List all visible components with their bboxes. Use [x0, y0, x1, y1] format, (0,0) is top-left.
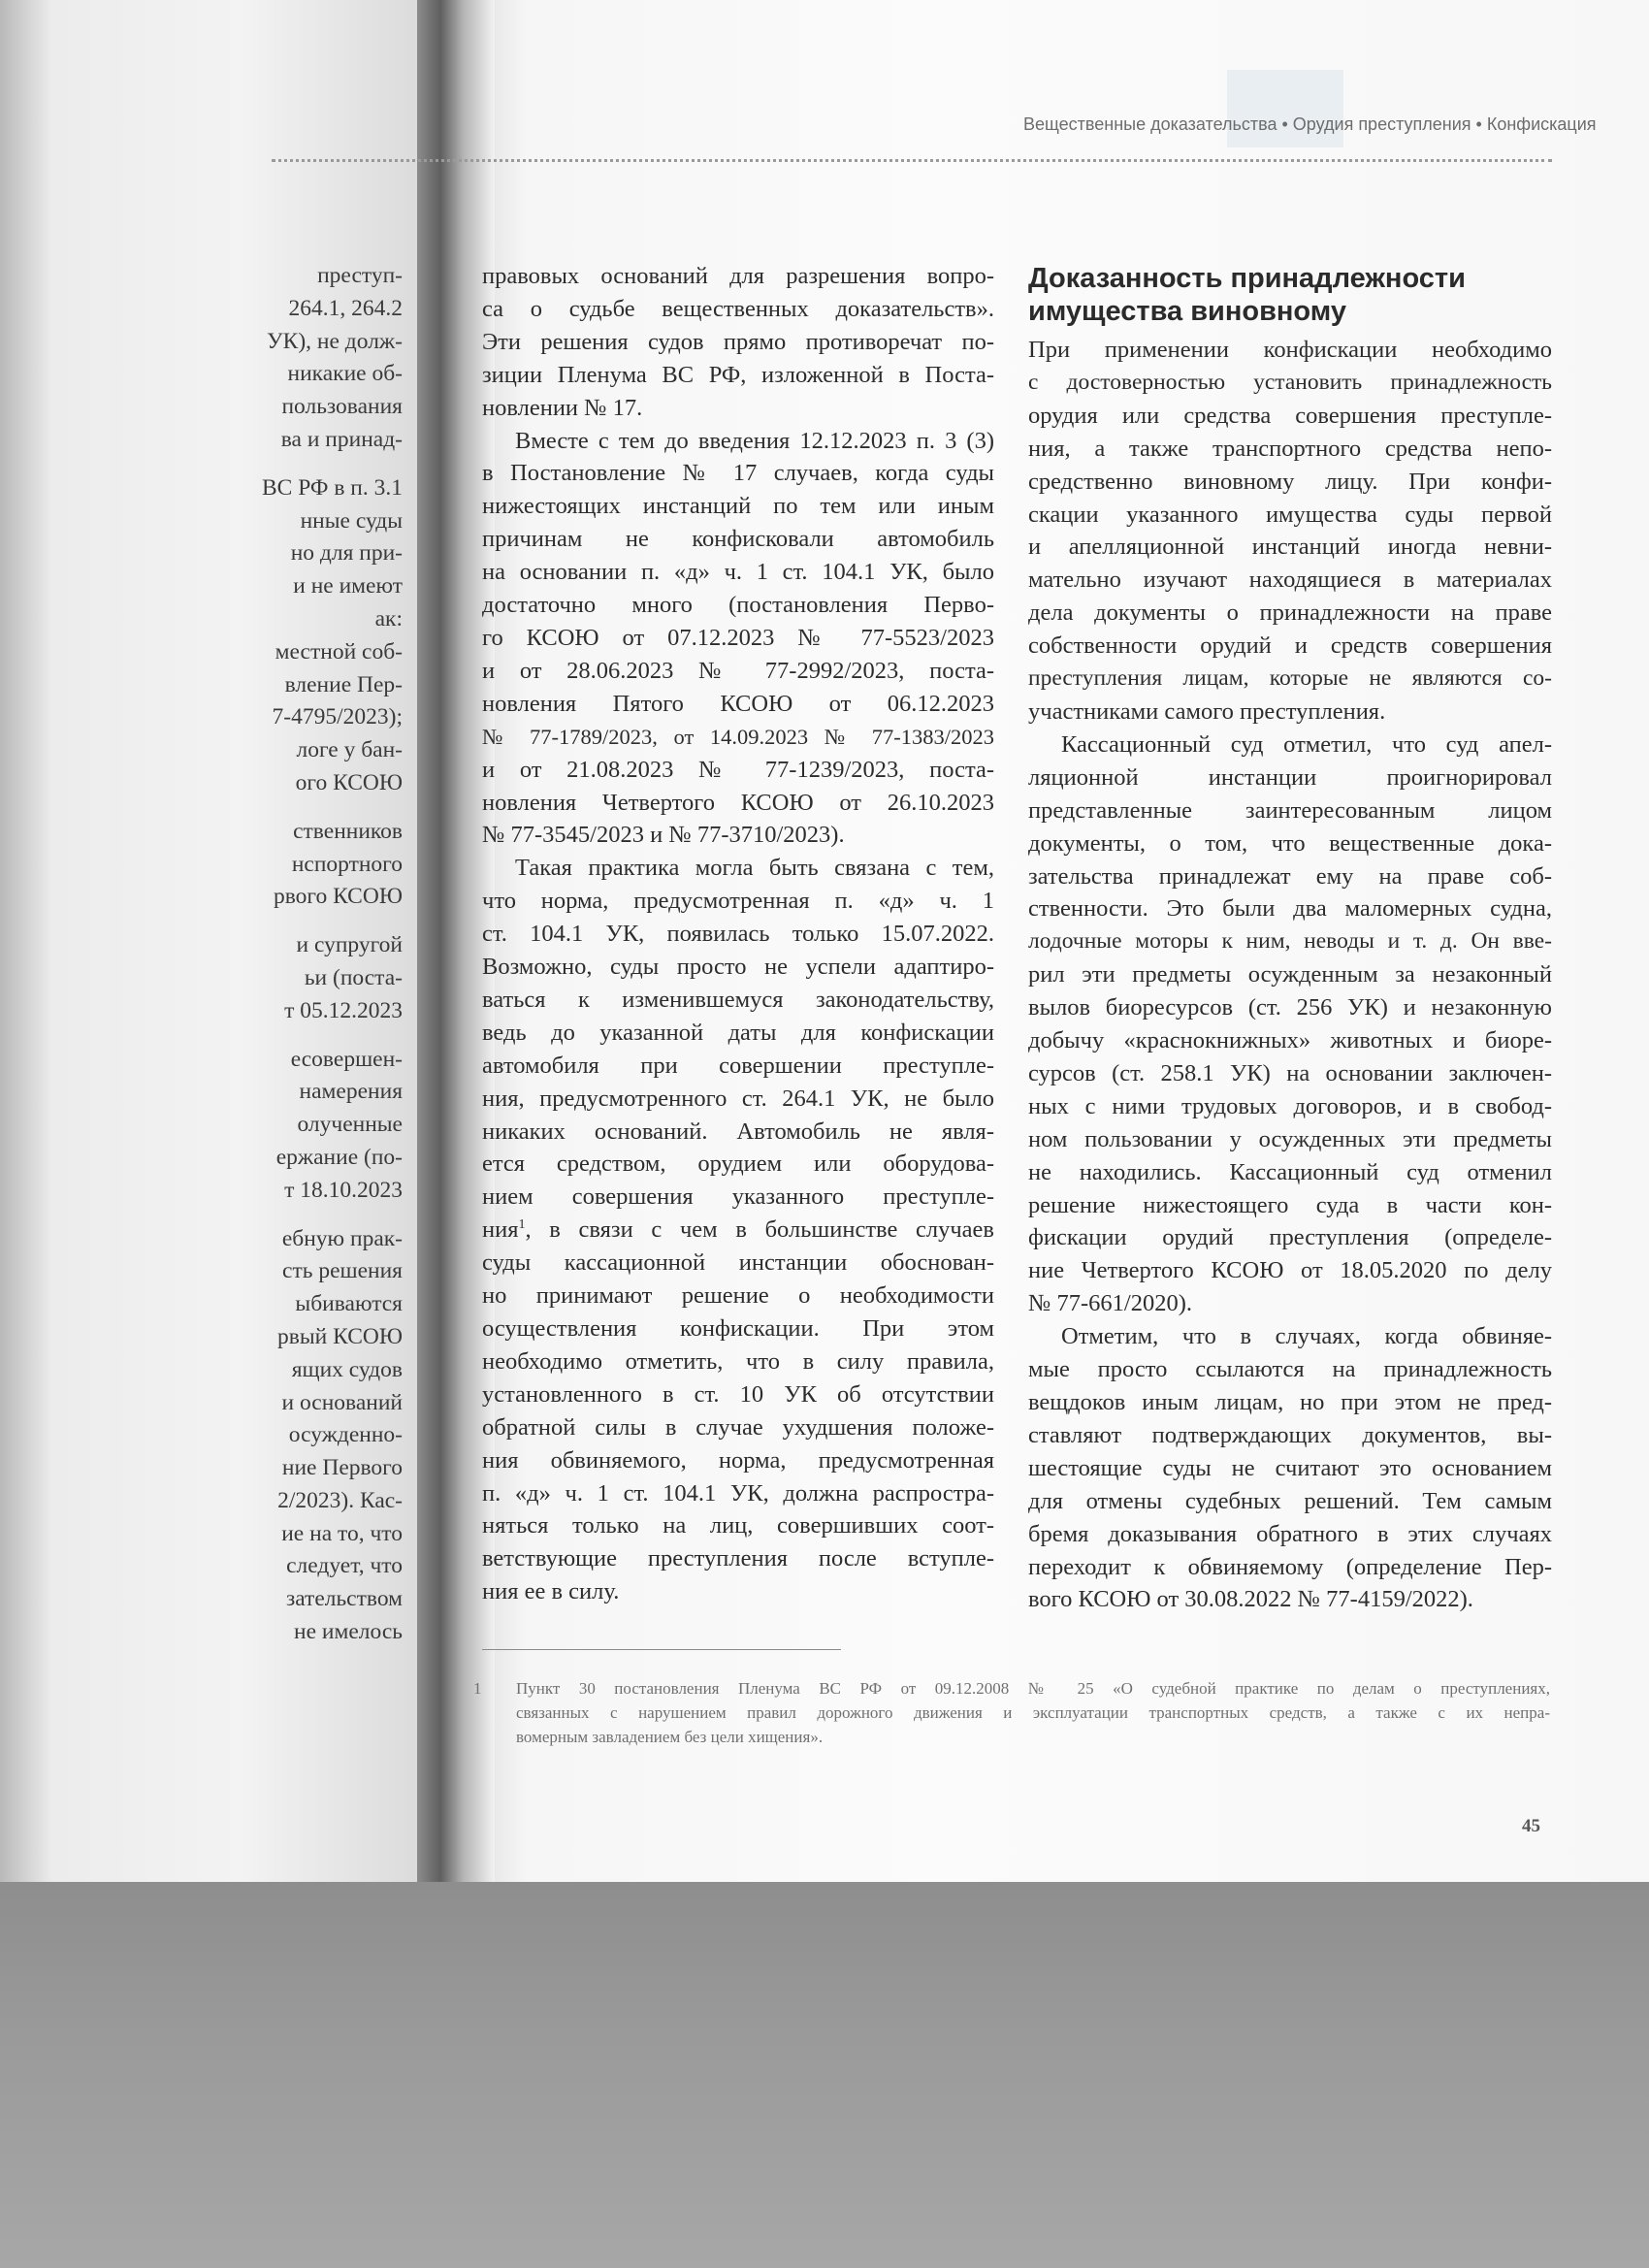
header-accent-block: [1227, 70, 1343, 147]
text-line: вление Пер-: [284, 671, 403, 697]
text-line: ящих судов: [291, 1356, 403, 1382]
text-line: фискации орудий преступления (определе-: [1028, 1224, 1552, 1251]
text-line: Такая практика могла быть связана с тем,: [515, 855, 994, 882]
middle-column: [482, 260, 994, 1608]
text-line: Эти решения судов прямо противоречат по-: [482, 328, 994, 355]
footnote-line: связанных с нарушением правил дорожного движения и эксплуатации транспортных средств, а также с их непра-: [516, 1703, 1550, 1722]
text-line: пользования: [281, 394, 403, 420]
text-line: т 18.10.2023: [284, 1177, 403, 1203]
text-line: ния обвиняемого, норма, предусмотренная: [482, 1446, 994, 1474]
text-line: новления Четвертого КСОЮ от 26.10.2023: [482, 789, 994, 816]
text-line: ВС РФ в п. 3.1: [261, 474, 403, 501]
text-line: ственности. Это были два маломерных судна,: [1028, 895, 1552, 923]
text-line: лодочные моторы к ним, неводы и т. д. Он вве-: [1028, 928, 1552, 955]
text-line: нспортного: [291, 851, 403, 877]
text-line: вылов биоресурсов (ст. 256 УК) и незаконную: [1028, 994, 1552, 1021]
page-number: 45: [1522, 1816, 1540, 1836]
text-line: преступ-: [317, 263, 403, 288]
text-line: но принимают решение о необходимости: [482, 1282, 994, 1310]
text-line: сурсов (ст. 258.1 УК) на основании заключен-: [1028, 1059, 1552, 1086]
text-line: ние Первого: [281, 1455, 403, 1481]
text-line: документы, о том, что вещественные дока-: [1028, 829, 1552, 857]
text-line: следует, что: [286, 1553, 403, 1579]
text-line: бремя доказывания обратного в этих случаях: [1028, 1520, 1552, 1547]
text-line: рвого КСОЮ: [273, 884, 403, 910]
text-line: УК), не долж-: [267, 328, 403, 354]
text-line: нием совершения указанного преступле-: [482, 1183, 994, 1211]
text-line: переходит к обвиняемому (определение Пер-: [1028, 1553, 1552, 1580]
text-line: ветствующие преступления после вступле-: [482, 1545, 994, 1572]
footnote-line: вомерным завладением без цели хищения».: [516, 1728, 824, 1746]
text-line: автомобиля при совершении преступле-: [482, 1052, 994, 1079]
text-line: и от 21.08.2023 № 77-1239/2023, поста-: [482, 756, 994, 783]
text-line: достаточно много (постановления Перво-: [482, 592, 994, 619]
text-line: но для при-: [290, 540, 403, 567]
text-line: скации указанного имущества суды первой: [1028, 501, 1552, 528]
text-line: ния, а также транспортного средства непо-: [1028, 435, 1552, 462]
scan-background: [0, 1882, 1649, 2268]
text-line: не имелось: [294, 1619, 403, 1645]
text-line: ак:: [374, 605, 403, 632]
text-line: ляционной инстанции проигнорировал: [1028, 763, 1552, 791]
text-line: го КСОЮ от 07.12.2023 № 77-5523/2023: [482, 624, 994, 651]
text-line: т 05.12.2023: [284, 997, 403, 1023]
text-line: № 77-3545/2023 и № 77-3710/2023).: [482, 822, 845, 849]
text-line: рвый КСОЮ: [277, 1323, 403, 1349]
text-line: собственности орудий и средств совершения: [1028, 632, 1552, 660]
text-line: осужденно-: [288, 1422, 403, 1448]
text-line: средственно виновному лицу. При конфи-: [1028, 468, 1552, 495]
text-line: вого КСОЮ от 30.08.2022 № 77-4159/2022).: [1028, 1586, 1473, 1613]
text-line: что норма, предусмотренная п. «д» ч. 1: [482, 888, 994, 915]
text-line: Возможно, суды просто не успели адаптиро-: [482, 954, 994, 981]
text-line: намерения: [299, 1079, 403, 1105]
text-line: 2/2023). Кас-: [277, 1487, 403, 1513]
text-line: олученные: [297, 1112, 403, 1138]
text-line: зательства принадлежат ему на праве соб-: [1028, 862, 1552, 890]
text-line: мательно изучают находящиеся в материалах: [1028, 567, 1552, 594]
left-page-text: [247, 260, 403, 1649]
text-line: мые просто ссылаются на принадлежность: [1028, 1356, 1552, 1383]
text-line: новления Пятого КСОЮ от 06.12.2023: [482, 690, 994, 717]
text-fragment: , в связи с чем в большинстве случаев: [525, 1216, 994, 1244]
text-line: зиции Пленума ВС РФ, изложенной в Поста-: [482, 361, 994, 388]
text-line: решение нижестоящего суда в части кон-: [1028, 1191, 1552, 1218]
text-line: для отмены судебных решений. Тем самым: [1028, 1487, 1552, 1514]
text-line: Кассационный суд отметил, что суд апел-: [1061, 730, 1552, 758]
text-line: и супругой: [296, 932, 403, 958]
text-line: няться только на лиц, совершивших соот-: [482, 1512, 994, 1539]
text-line: есовершен-: [290, 1046, 403, 1072]
text-line: ваться к изменившемуся законодательству,: [482, 986, 994, 1013]
text-line: добычу «краснокнижных» животных и биоре-: [1028, 1027, 1552, 1054]
text-line: осуществления конфискации. При этом: [482, 1315, 994, 1342]
footnote: [473, 1676, 1550, 1749]
text-line: ведь до указанной даты для конфискации: [482, 1019, 994, 1046]
text-line: 264.1, 264.2: [288, 295, 403, 321]
text-line: дела документы о принадлежности на праве: [1028, 599, 1552, 627]
text-line: правовых оснований для разрешения вопро-: [482, 263, 994, 289]
footnote-rule: [482, 1649, 841, 1650]
text-line: са о судьбе вещественных доказательств».: [482, 295, 994, 322]
text-line: ния ее в силу.: [482, 1578, 620, 1605]
text-line: установленного в ст. 10 УК об отсутствии: [482, 1380, 994, 1408]
text-line: [482, 1214, 994, 1247]
text-line: логе у бан-: [296, 737, 403, 763]
text-line: с достоверностью установить принадлежность: [1028, 369, 1552, 395]
text-line: не находились. Кассационный суд отменил: [1028, 1158, 1552, 1185]
text-line: орудия или средства совершения преступле-: [1028, 402, 1552, 429]
text-line: шестоящие суды не считают это основанием: [1028, 1454, 1552, 1481]
text-line: ном пользовании у осужденных эти предметы: [1028, 1125, 1552, 1152]
text-line: ставляют подтверждающих документов, вы-: [1028, 1421, 1552, 1448]
text-line: суды кассационной инстанции обоснован-: [482, 1249, 994, 1277]
text-line: 7-4795/2023);: [272, 704, 403, 730]
text-line: № 77-661/2020).: [1028, 1290, 1192, 1317]
text-line: ие на то, что: [281, 1520, 403, 1546]
text-line: ется средством, орудием или оборудова-: [482, 1150, 994, 1178]
text-line: местной соб-: [275, 638, 403, 664]
text-line: никаких оснований. Автомобиль не явля-: [482, 1118, 994, 1145]
text-line: участниками самого преступления.: [1028, 697, 1386, 725]
text-line: п. «д» ч. 1 ст. 104.1 УК, должна распростра-: [482, 1479, 994, 1507]
text-line: обратной силы в случае ухудшения положе-: [482, 1413, 994, 1441]
text-line: вещдоков иным лицам, но при этом не пред-: [1028, 1389, 1552, 1415]
text-line: и апелляционной инстанций иногда невни-: [1028, 534, 1552, 561]
text-line: рил эти предметы осужденным за незаконный: [1028, 961, 1552, 988]
header-dotted-rule: [272, 159, 1552, 162]
text-line: новлении № 17.: [482, 394, 643, 421]
text-line: ных с ними трудовых договоров, и в свобод-: [1028, 1092, 1552, 1119]
text-line: нные суды: [300, 507, 403, 534]
text-line: зательством: [285, 1586, 403, 1612]
text-line: ого КСОЮ: [295, 769, 403, 795]
text-line: и оснований: [281, 1389, 403, 1415]
section-heading: [1028, 262, 1552, 328]
text-line: ст. 104.1 УК, появилась только 15.07.2022.: [482, 921, 994, 948]
text-line: ебную прак-: [281, 1225, 403, 1251]
text-line: и не имеют: [293, 573, 403, 599]
text-line: При применении конфискации необходимо: [1028, 337, 1552, 363]
footnote-number: 1: [473, 1679, 482, 1698]
text-line: Отметим, что в случаях, когда обвиняе-: [1061, 1323, 1552, 1350]
section-heading-line: имущества виновному: [1028, 296, 1346, 327]
text-line: на основании п. «д» ч. 1 ст. 104.1 УК, было: [482, 559, 994, 586]
text-line: ственников: [293, 818, 403, 844]
text-line: ержание (по-: [275, 1144, 403, 1170]
text-line: представленные заинтересованным лицом: [1028, 796, 1552, 824]
text-line: и от 28.06.2023 № 77-2992/2023, поста-: [482, 657, 994, 684]
text-line: нижестоящих инстанций по тем или иным: [482, 493, 994, 520]
text-line: причинам не конфисковали автомобиль: [482, 526, 994, 553]
footnote-line: Пункт 30 постановления Пленума ВС РФ от 09.12.2008 № 25 «О судебной практике по делам о преступлениях,: [516, 1679, 1550, 1698]
text-line: преступления лицам, которые не являются со-: [1028, 665, 1552, 692]
text-line: ыбиваются: [295, 1291, 403, 1317]
text-line: ьи (поста-: [304, 964, 403, 990]
text-line: сть решения: [282, 1258, 403, 1284]
section-heading-line: Доказанность принадлежности: [1028, 263, 1466, 294]
text-line: ния, предусмотренного ст. 264.1 УК, не было: [482, 1085, 994, 1112]
running-header: Вещественные доказательства • Орудия преступления • Конфискация: [1023, 114, 1597, 134]
right-column: [1028, 262, 1552, 1616]
text-line: ние Четвертого КСОЮ от 18.05.2020 по делу: [1028, 1257, 1552, 1284]
text-line: ва и принад-: [280, 426, 403, 452]
text-line: необходимо отметить, что в силу правила,: [482, 1347, 994, 1375]
text-line: Вместе с тем до введения 12.12.2023 п. 3 (3): [515, 427, 994, 454]
text-fragment: ния: [482, 1216, 519, 1244]
text-line: в Постановление № 17 случаев, когда суды: [482, 460, 994, 487]
text-line: № 77-1789/2023, от 14.09.2023 № 77-1383/2023: [482, 724, 994, 749]
text-line: никакие об-: [287, 361, 403, 387]
footnote-reference[interactable]: 1: [518, 1217, 526, 1233]
